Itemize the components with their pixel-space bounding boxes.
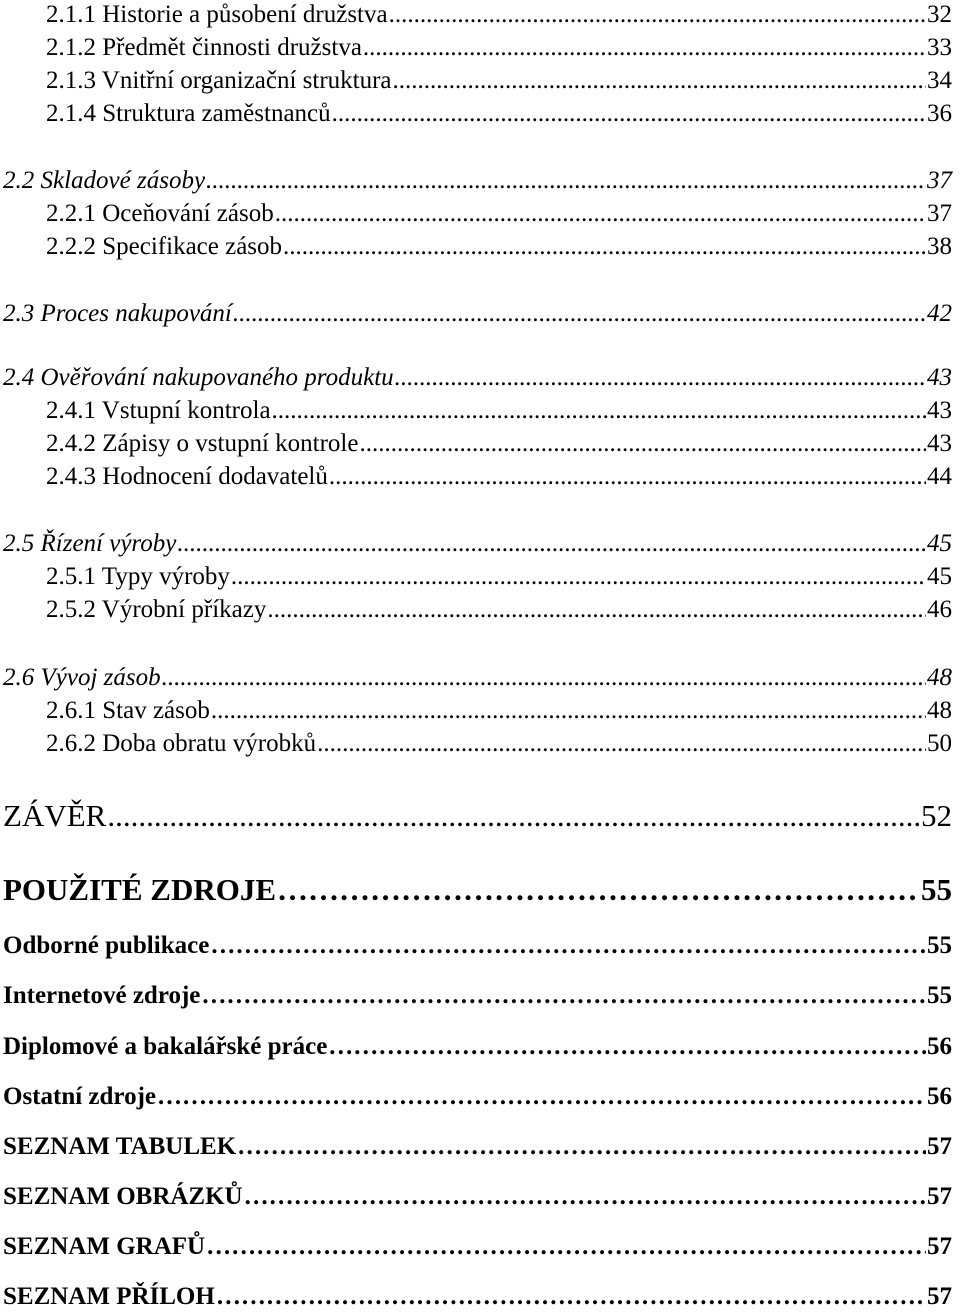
- toc-entry: [46, 35, 952, 60]
- toc-entry: [3, 1034, 952, 1059]
- toc-leader: [389, 2, 926, 27]
- toc-entry-page: 55: [921, 872, 952, 907]
- toc-entry-label: SEZNAM TABULEK: [3, 1133, 237, 1160]
- toc-entry-page: 34: [927, 67, 952, 94]
- toc-entry: [3, 365, 952, 390]
- toc-entry-label: 2.5.1 Typy výroby: [46, 563, 230, 590]
- toc-leader: [272, 398, 926, 423]
- toc-entry-page: 48: [927, 697, 952, 724]
- toc-leader: [201, 983, 926, 1008]
- toc-leader: [177, 531, 926, 556]
- toc-entry-label: 2.4.1 Vstupní kontrola: [46, 397, 271, 424]
- toc-entry: [3, 665, 952, 690]
- toc-entry-label: 2.4.2 Zápisy o vstupní kontrole: [46, 430, 359, 457]
- toc-entry-page: 43: [927, 430, 952, 457]
- toc-entry-label: 2.6.2 Doba obratu výrobků: [46, 730, 317, 757]
- toc-entry-label: SEZNAM GRAFŮ: [3, 1233, 206, 1260]
- toc-leader: [393, 68, 926, 93]
- toc-entry-label: ZÁVĚR: [3, 798, 107, 833]
- toc-leader: [395, 365, 926, 390]
- toc-entry-label: 2.1.2 Předmět činnosti družstva: [46, 34, 362, 61]
- toc-leader: [329, 464, 926, 489]
- toc-entry: [46, 464, 952, 489]
- toc-entry-label: 2.2.1 Oceňování zásob: [46, 200, 274, 227]
- toc-entry-page: 56: [927, 1033, 952, 1060]
- toc-entry-page: 33: [927, 34, 952, 61]
- toc-entry-label: POUŽITÉ ZDROJE: [3, 872, 277, 907]
- toc-entry-label: SEZNAM OBRÁZKŮ: [3, 1183, 243, 1210]
- toc-entry: [46, 101, 952, 126]
- toc-leader: [277, 874, 920, 905]
- toc-leader: [267, 597, 926, 622]
- toc-entry: [46, 398, 952, 423]
- toc-entry-label: 2.4 Ověřování nakupovaného produktu: [3, 364, 394, 391]
- toc-entry-page: 57: [927, 1233, 952, 1260]
- toc-entry-page: 57: [927, 1183, 952, 1210]
- toc-entry: [46, 201, 952, 226]
- toc-entry-page: 38: [927, 233, 952, 260]
- toc-entry-page: 55: [927, 932, 952, 959]
- toc-entry-page: 46: [927, 596, 952, 623]
- toc-entry-label: 2.1.1 Historie a působení družstva: [46, 1, 388, 28]
- toc-leader: [162, 665, 926, 690]
- toc-leader: [237, 1134, 926, 1159]
- toc-leader: [363, 35, 926, 60]
- toc-entry: [3, 1084, 952, 1109]
- toc-leader: [107, 800, 920, 831]
- toc-leader: [275, 201, 926, 226]
- toc-entry-page: 50: [927, 730, 952, 757]
- toc-leader: [206, 168, 926, 193]
- toc-entry-label: Internetové zdroje: [3, 982, 201, 1009]
- toc-entry-page: 48: [927, 664, 952, 691]
- toc-entry-label: 2.1.4 Struktura zaměstnanců: [46, 100, 331, 127]
- toc-entry-label: 2.3 Proces nakupování: [3, 300, 232, 327]
- toc-entry-label: 2.6 Vývoj zásob: [3, 664, 161, 691]
- toc-entry-label: SEZNAM PŘÍLOH: [3, 1283, 215, 1310]
- toc-entry-page: 43: [927, 397, 952, 424]
- toc-leader: [233, 301, 926, 326]
- toc-entry-page: 55: [927, 982, 952, 1009]
- toc-entry: [3, 1284, 952, 1309]
- toc-entry: [3, 933, 952, 958]
- toc-entry-label: 2.4.3 Hodnocení dodavatelů: [46, 463, 328, 490]
- toc-entry-page: 56: [927, 1083, 952, 1110]
- toc-entry-label: 2.2 Skladové zásoby: [3, 167, 206, 194]
- toc-entry: [46, 2, 952, 27]
- toc-entry: [46, 597, 952, 622]
- toc-entry: [3, 1234, 952, 1259]
- toc-entry-label: Ostatní zdroje: [3, 1083, 156, 1110]
- toc-leader: [328, 1034, 926, 1059]
- toc-leader: [231, 564, 926, 589]
- toc-entry: [3, 1184, 952, 1209]
- toc-entry-page: 43: [927, 364, 952, 391]
- toc-entry-label: 2.1.3 Vnitřní organizační struktura: [46, 67, 392, 94]
- toc-leader: [206, 1234, 926, 1259]
- toc-leader: [216, 1284, 926, 1309]
- toc-entry: [46, 234, 952, 259]
- toc-entry-label: 2.5.2 Výrobní příkazy: [46, 596, 267, 623]
- toc-entry-page: 36: [927, 100, 952, 127]
- toc-entry: [3, 983, 952, 1008]
- toc-leader: [211, 698, 926, 723]
- toc-entry-page: 57: [927, 1283, 952, 1310]
- toc-entry: [46, 431, 952, 456]
- toc-entry-page: 37: [927, 200, 952, 227]
- toc-entry-page: 52: [921, 798, 952, 833]
- toc-entry-page: 32: [927, 1, 952, 28]
- toc-entry: [3, 531, 952, 556]
- toc-entry: [46, 731, 952, 756]
- toc-leader: [244, 1184, 926, 1209]
- toc-leader: [332, 101, 926, 126]
- toc-entry: [3, 874, 952, 905]
- toc-entry-page: 45: [927, 530, 952, 557]
- toc-entry: [3, 168, 952, 193]
- toc-entry-page: 45: [927, 563, 952, 590]
- toc-leader: [283, 234, 926, 259]
- toc-leader: [317, 731, 926, 756]
- toc-entry-page: 37: [927, 167, 952, 194]
- toc-leader: [359, 431, 926, 456]
- toc-entry-label: Odborné publikace: [3, 932, 210, 959]
- toc-entry: [46, 698, 952, 723]
- toc-entry-label: 2.6.1 Stav zásob: [46, 697, 210, 724]
- toc-entry: [3, 1134, 952, 1159]
- toc-entry-page: 57: [927, 1133, 952, 1160]
- toc-entry-label: 2.5 Řízení výroby: [3, 530, 177, 557]
- toc-leader: [157, 1084, 926, 1109]
- toc-leader: [210, 933, 926, 958]
- toc-entry: [3, 301, 952, 326]
- toc-entry: [46, 564, 952, 589]
- toc-entry-page: 42: [927, 300, 952, 327]
- toc-entry-label: 2.2.2 Specifikace zásob: [46, 233, 283, 260]
- toc-entry-label: Diplomové a bakalářské práce: [3, 1033, 328, 1060]
- toc-entry: [3, 800, 952, 831]
- toc-entry-page: 44: [927, 463, 952, 490]
- toc-entry: [46, 68, 952, 93]
